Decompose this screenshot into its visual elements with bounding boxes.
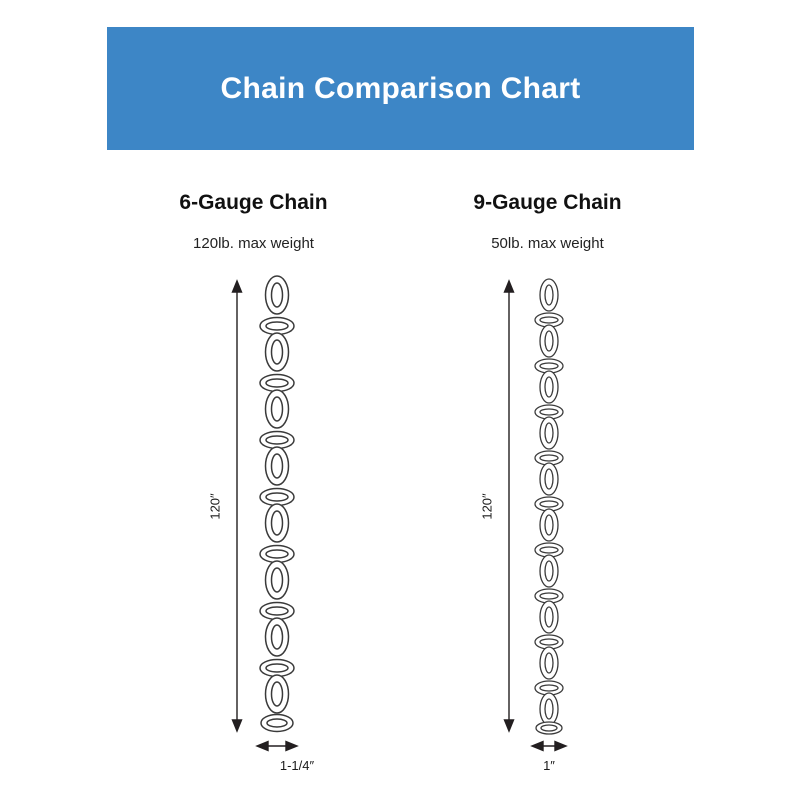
chain-link (260, 375, 294, 392)
chain-link (540, 463, 558, 495)
chain-link (260, 432, 294, 449)
chain-link (540, 509, 558, 541)
chain-link (260, 489, 294, 506)
comparison-columns (107, 150, 694, 780)
chain-link (540, 693, 558, 725)
chain-graphic-six-gauge (260, 276, 294, 732)
chain-link (540, 371, 558, 403)
chain-link (260, 546, 294, 563)
height-label-nine-gauge: 120″ (479, 493, 495, 520)
chain-link (266, 618, 289, 656)
diagram-nine-gauge (401, 275, 694, 775)
chain-link (260, 318, 294, 335)
chain-link (540, 555, 558, 587)
dimension-arrow-vertical-nine-gauge (505, 281, 514, 731)
column-title-six-gauge: 6-Gauge Chain (179, 191, 328, 214)
dimension-arrow-vertical-six-gauge (233, 281, 242, 731)
chain-link (260, 603, 294, 620)
chain-graphic-nine-gauge (535, 279, 563, 734)
column-title-nine-gauge: 9-Gauge Chain (473, 191, 622, 214)
chain-link (266, 276, 289, 314)
width-label-nine-gauge: 1″ (543, 758, 555, 773)
chain-link (540, 417, 558, 449)
chain-link (266, 447, 289, 485)
height-label-six-gauge: 120″ (207, 493, 223, 520)
chain-link (536, 722, 562, 734)
chain-link (266, 561, 289, 599)
dimension-arrow-horizontal-six-gauge (257, 742, 297, 751)
column-subtitle-nine-gauge: 50lb. max weight (491, 235, 604, 252)
header-banner (107, 27, 694, 150)
diagram-svg-six-gauge (107, 275, 400, 775)
dimension-arrow-horizontal-nine-gauge (532, 742, 566, 751)
column-six-gauge (107, 150, 400, 780)
chain-link (266, 390, 289, 428)
chain-link (540, 647, 558, 679)
chain-link (261, 715, 293, 732)
column-subtitle-six-gauge: 120lb. max weight (193, 235, 314, 252)
width-label-six-gauge: 1-1/4″ (279, 758, 315, 773)
chain-link (540, 325, 558, 357)
diagram-six-gauge (107, 275, 400, 775)
column-nine-gauge (401, 150, 694, 780)
chain-link (266, 675, 289, 713)
chain-link (266, 504, 289, 542)
chain-link (266, 333, 289, 371)
chain-link (260, 660, 294, 677)
chain-link (540, 279, 558, 311)
chain-link (540, 601, 558, 633)
page-title: Chain Comparison Chart (220, 71, 581, 105)
diagram-svg-nine-gauge (401, 275, 694, 775)
